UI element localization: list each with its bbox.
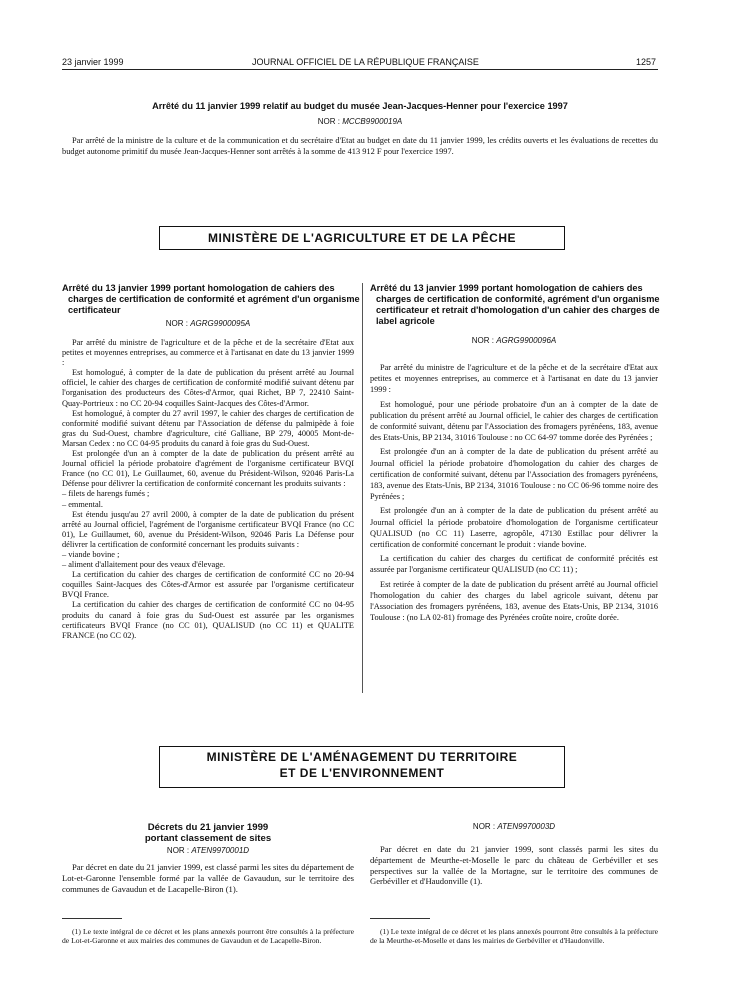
header-rule [62, 69, 658, 70]
agri-right-body: Par arrêté du ministre de l'agriculture et de la pêche et de la secrétaire d'Etat aux petites et moyennes entreprises, au commerce et à l'artisanat en date du 13 janvier 1999 : Est homologué, pour une période probatoire d'un an à compter de la date de publication du présent arrêté au Journal officiel, le cahier des charges de certification de conformité suivant, détenu par l'Association des fromagers pyrénéens, 183, avenue des Etats-Unis, BP 2134, 31016 Toulouse : no CC 64-97 tomme dorée des Pyrénées ; Est prolongée d'un an à compter de la date de publication du présent arrêté au Journal officiel la période probatoire d'homologation du cahier des charges de certification de conformité suivant, détenu par l'Association des fromagers pyrénéens, 183, avenue des Etats-Unis, BP 2134, 31016 Toulouse : no CC 06-96 tomme noire des Pyrénées ; Est prolongée d'un an à compter de la date de publication du présent arrêté au Journal officiel la période probatoire d'homologation de l'organisme certificateur QUALISUD (no CC 11) Laserre, agropôle, 47130 Estillac pour délivrer la certification de conformité concernant le produit : viande bovine. La certification du cahier des charges du certificat de conformité précités est assurée par l'organisme certificateur QUALISUD (no CC 11) ; Est retirée à compter de la date de publication du présent arrêté au Journal officiel l'homologation du cahier des charges du label agricole suivant, détenu par l'Association des fromagers pyrénéens, 183, avenue des Etats-Unis, BP 2134, 31016 Toulouse : (no LA 02-81) fromage des Pyrénées croûte noire, croûte dorée. [370, 363, 658, 623]
env-right-footnote-rule [370, 918, 430, 919]
env-left-nor: NOR : ATEN9970001D [166, 846, 250, 855]
env-right-nor: NOR : ATEN9970003D [472, 822, 556, 831]
header-journal-title: JOURNAL OFFICIEL DE LA RÉPUBLIQUE FRANÇAISE [252, 57, 479, 67]
agri-right-nor: NOR : AGRG9900096A [471, 336, 557, 345]
env-left-title: Décrets du 21 janvier 1999 portant classement de sites [144, 822, 272, 844]
agri-left-body: Par arrêté du ministre de l'agriculture et de la pêche et de la secrétaire d'Etat aux petites et moyennes entreprises, au commerce et à l'artisanat en date du 13 janvier 1999 : Est homologué, à compter de la date de publication du présent arrêté au Journal officiel, le cahier des charges de certification de conformité modifié suivant détenu par l'organisation des producteurs des Côtes-d'Armor, quai Richet, BP 7, 22410 Saint-Quay-Portrieux : no CC 20-94 coquilles Saint-Jacques des Côtes-d'Armor. Est homologué, à compter du 27 avril 1997, le cahier des charges de certification de conformité modifié suivant détenu par l'Association de défense du palmipède à foie gras du Sud-Ouest, chambre d'agriculture, cité Galliane, BP 279, 40005 Mont-de-Marsan Cedex : no CC 04-95 produits du canard à foie gras du Sud-Ouest. Est prolongée d'un an à compter de la date de publication du présent arrêté au Journal officiel la période probatoire d'agrément de l'organisme certificateur BVQI France (no CC 01), Le Guillaumet, 60, avenue du Président-Wilson, 92046 Paris-La Défense pour délivrer la certification de conformité concernant les produits suivants : – filets de harengs fumés ; – emmental. Est étendu jusqu'au 27 avril 2000, à compter de la date de publication du présent arrêté au Journal officiel, l'agrément de l'organisme certificateur BVQI France (no CC 01), Le Guillaumet, 60, avenue du Président-Wilson, 92046 Paris La Défense pour délivrer la certification de conformité concernant les produits suivants : – viande bovine ; – aliment d'allaitement pour des veaux d'élevage. La certification du cahier des charges de certification de conformité CC no 20-94 coquilles Saint-Jacques des Côtes-d'Armor est assurée par l'organisme certificateur BVQI France. La certification du cahier des charges de certification de conformité CC no 04-95 produits du canard à foie gras du Sud-Ouest est assurée par les organismes certificateurs BVQI France (no CC 01), QUALISUD (no CC 11) et QUALITE FRANCE (no CC 02). [62, 338, 354, 640]
top-article-body: Par arrêté de la ministre de la culture et de la communication et du secrétaire d'Etat au budget en date du 11 janvier 1999, les crédits ouverts et les évaluations de recettes du budget autonome primitif du musée Jean-Jacques-Henner sont arrêtés à la somme de 413 912 F pour l'exercice 1997. [62, 136, 658, 156]
agri-left-nor: NOR : AGRG9900095A [165, 319, 251, 328]
top-article-title: Arrêté du 11 janvier 1999 relatif au budget du musée Jean-Jacques-Henner pour l'exercice 1997 [152, 101, 568, 111]
env-left-footnote: (1) Le texte intégral de ce décret et les plans annexés pourront être consultés à la préfecture de Lot-et-Garonne et aux mairies des communes de Gavaudun et de Lacapelle-Biron. [62, 927, 354, 946]
top-article-nor: NOR : MCCB9900019A [317, 117, 403, 126]
env-left-body: Par décret en date du 21 janvier 1999, est classé parmi les sites du département de Lot-et-Garonne l'ensemble formé par la vallée de Gavaudun, sur le territoire des communes de Gavaudun et de Lacapelle-Biron (1). [62, 862, 354, 894]
ministry-agriculture-heading: MINISTÈRE DE L'AGRICULTURE ET DE LA PÊCHE [159, 226, 565, 250]
agri-right-title: Arrêté du 13 janvier 1999 portant homologation de cahiers des charges de certification de conformité, agrément d'un organisme certificateur et retrait d'homologation d'un cahier des charges de label agricole [370, 283, 660, 326]
env-right-body: Par décret en date du 21 janvier 1999, sont classés parmi les sites du département de Meurthe-et-Moselle le parc du château de Gerbéviller et ses perspectives sur la vallée de la Mortagne, sur le territoire des communes de Gerbéviller et d'Haudonville (1). [370, 844, 658, 887]
env-left-footnote-rule [62, 918, 122, 919]
column-divider [362, 283, 363, 693]
header-date: 23 janvier 1999 [62, 57, 124, 67]
agri-left-title: Arrêté du 13 janvier 1999 portant homologation de cahiers des charges de certification de conformité et agrément d'un organisme certificateur [62, 283, 360, 315]
ministry-environment-heading: MINISTÈRE DE L'AMÉNAGEMENT DU TERRITOIRE ET DE L'ENVIRONNEMENT [159, 746, 565, 788]
header-page-number: 1257 [635, 57, 656, 67]
env-right-footnote: (1) Le texte intégral de ce décret et les plans annexés pourront être consultés à la préfecture de la Meurthe-et-Moselle et dans les mairies de Gerbéviller et d'Haudonville. [370, 927, 658, 946]
